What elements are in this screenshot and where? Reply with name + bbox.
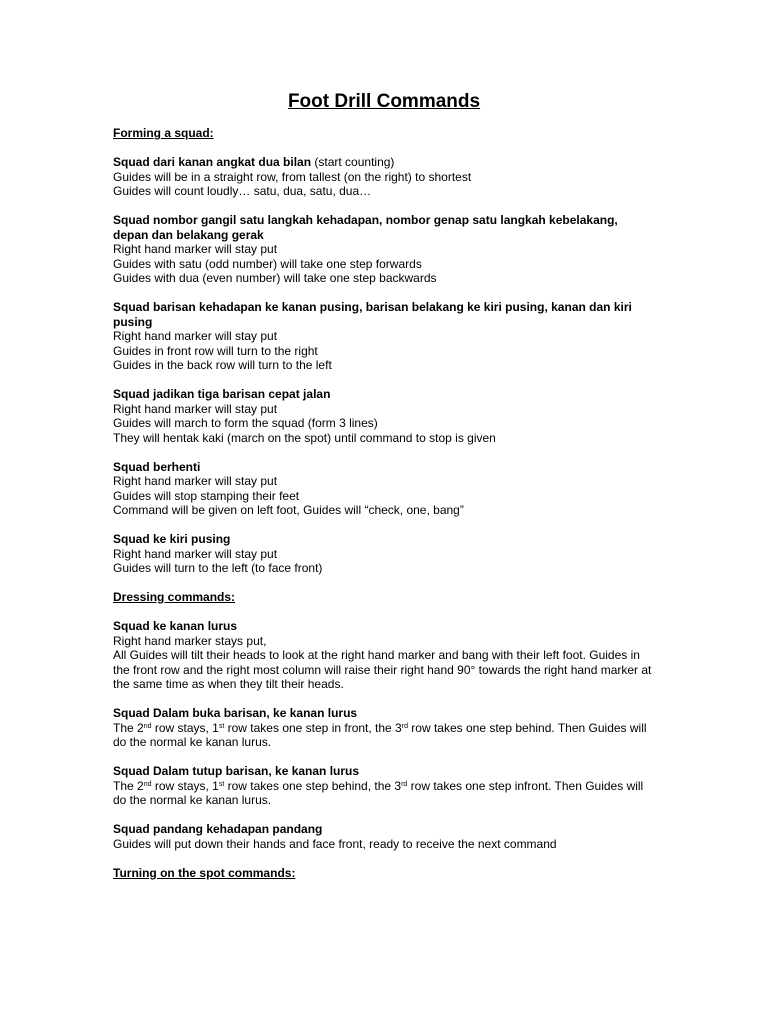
instruction-line: Guides with dua (even number) will take one step backwards [113, 271, 437, 285]
command-text: Squad ke kiri pusing [113, 532, 231, 546]
instruction-line: All Guides will tilt their heads to look at the right hand marker and bang with their left foot. Guides in the front row and the right most column will raise their right hand 90° towards the right hand marker at the same time as when they tilt their heads. [113, 648, 652, 691]
command-section [113, 764, 653, 808]
instruction-line: Guides in front row will turn to the right [113, 343, 318, 358]
command-note: (start counting) [311, 155, 395, 169]
command-text: Squad ke kanan lurus [113, 619, 238, 633]
command-text: Squad jadikan tiga barisan cepat jalan [113, 387, 331, 401]
dressing-heading: Dressing commands: [113, 590, 236, 604]
command-text: Squad berhenti [113, 459, 201, 474]
instruction-line: Right hand marker will stay put [113, 242, 278, 256]
page-title: Foot Drill Commands [287, 91, 481, 112]
turning-heading: Turning on the spot commands: [113, 865, 296, 880]
instruction-paragraph: The 2nd row stays, 1st row takes one step in front, the 3rd row takes one step behind. Then Guides will do the normal ke kanan lurus. [113, 720, 647, 749]
command-text: Squad pandang kehadapan pandang [113, 822, 323, 836]
instruction-line: Guides will stop stamping their feet [113, 488, 300, 503]
instruction-line: They will hentak kaki (march on the spot) until command to stop is given [113, 430, 496, 445]
command-text: Squad Dalam buka barisan, ke kanan lurus [113, 706, 358, 720]
command-section [113, 619, 653, 692]
instruction-line: Guides will count loudly… satu, dua, satu, dua… [113, 184, 372, 198]
instruction-line: Guides will turn to the left (to face front) [113, 561, 323, 575]
instruction-line: Command will be given on left foot, Guides will “check, one, bang” [113, 503, 464, 517]
command-text: Squad Dalam tutup barisan, ke kanan lurus [113, 764, 360, 778]
command-section [113, 706, 653, 750]
instruction-paragraph: The 2nd row stays, 1st row takes one step behind, the 3rd row takes one step infront. Then Guides will do the normal ke kanan lurus. [113, 778, 644, 807]
instruction-line: Right hand marker stays put, [113, 633, 267, 648]
command-section [113, 213, 653, 286]
instruction-line: Right hand marker will stay put [113, 546, 278, 561]
command-section [113, 300, 653, 373]
command-section [113, 155, 653, 199]
instruction-line: Right hand marker will stay put [113, 329, 278, 343]
instruction-line: Guides will march to form the squad (form 3 lines) [113, 416, 378, 430]
command-section [113, 387, 653, 445]
instruction-line: Right hand marker will stay put [113, 474, 278, 488]
instruction-line: Guides will put down their hands and face front, ready to receive the next command [113, 836, 557, 851]
instruction-line: Right hand marker will stay put [113, 401, 278, 416]
command-text: Squad dari kanan angkat dua bilan [113, 155, 312, 169]
instruction-line: Guides with satu (odd number) will take one step forwards [113, 256, 422, 271]
document-body [113, 126, 653, 895]
command-section [113, 460, 653, 518]
command-section [113, 532, 653, 576]
command-section [113, 822, 653, 851]
command-text: Squad nombor gangil satu langkah kehadapan, nombor genap satu langkah kebelakang, depan dan belakang gerak [113, 213, 618, 242]
instruction-line: Guides in the back row will turn to the left [113, 358, 332, 372]
command-text: Squad barisan kehadapan ke kanan pusing, barisan belakang ke kiri pusing, kanan dan kiri pusing [113, 300, 632, 329]
instruction-line: Guides will be in a straight row, from tallest (on the right) to shortest [113, 169, 472, 184]
forming-heading: Forming a squad: [113, 126, 214, 140]
